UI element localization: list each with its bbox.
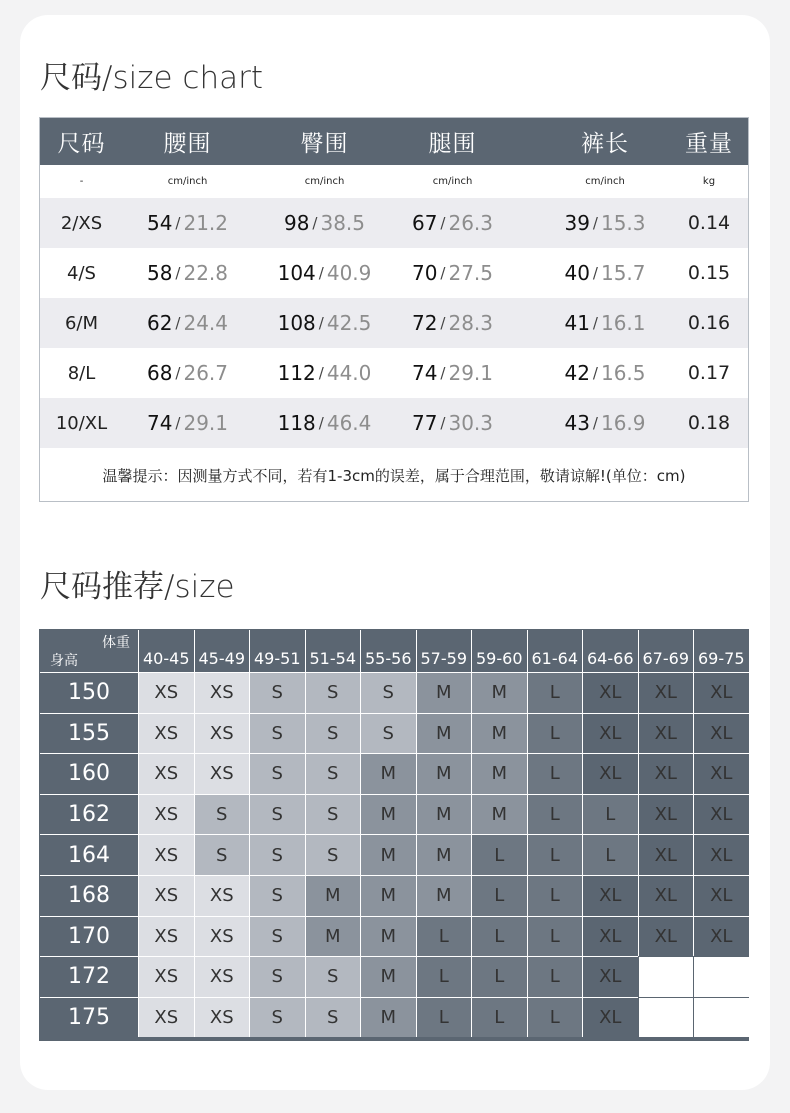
value-separator: / [318,364,324,382]
value-separator: / [318,414,324,432]
hip-value [277,398,372,448]
hip-inch: 40.9 [326,261,372,285]
size-cell: XL [582,672,638,713]
size-cell: S [194,794,250,835]
weight-header: 59-60 [471,630,527,672]
size-cell: XL [582,753,638,794]
size-cell: S [305,713,361,754]
length-cm: 39 [564,211,590,235]
size-cell: S [249,916,305,957]
size-cell: M [416,834,472,875]
size-cell: XS [194,997,250,1038]
value-separator: / [175,264,181,282]
hip-inch: 42.5 [326,311,372,335]
unit-size: - [79,176,84,187]
hip-value [277,248,372,298]
length-cm: 40 [564,261,590,285]
value-separator: / [592,364,598,382]
hip-cm: 104 [277,261,316,285]
size-cell: L [471,875,527,916]
size-cell: M [471,794,527,835]
size-chart-table [39,117,749,502]
length-cm: 43 [564,411,590,435]
waist-inch: 26.7 [183,361,229,385]
length-value [555,398,655,448]
size-cell: L [527,956,583,997]
hip-cm: 98 [283,211,310,235]
length-value [555,248,655,298]
hip-inch: 38.5 [320,211,366,235]
weight-header: 49-51 [249,630,305,672]
unit-waist: cm/inch [167,176,208,187]
waist-value [140,198,235,248]
value-separator: / [440,364,446,382]
size-cell: XS [138,753,194,794]
size-cell: L [527,713,583,754]
value-separator: / [318,264,324,282]
size-cell: XL [582,916,638,957]
size-cell: M [416,672,472,713]
size-cell: XL [582,713,638,754]
length-inch: 16.1 [600,311,646,335]
size-cell: M [360,834,416,875]
size-row [40,248,748,298]
thigh-cm: 67 [411,211,438,235]
length-value [555,348,655,398]
size-cell: M [360,997,416,1038]
size-cell: M [471,753,527,794]
size-cell: XL [693,713,749,754]
height-header: 164 [40,834,138,875]
value-separator: / [440,214,446,232]
length-inch: 16.9 [600,411,646,435]
size-row [40,348,748,398]
size-cell: L [582,834,638,875]
thigh-inch: 30.3 [448,411,494,435]
thigh-inch: 26.3 [448,211,494,235]
grid-corner-cell [40,630,138,672]
size-cell: XL [693,916,749,957]
size-cell: S [249,875,305,916]
waist-inch: 29.1 [183,411,229,435]
size-cell: M [360,956,416,997]
size-cell: XL [693,834,749,875]
hip-inch: 44.0 [326,361,372,385]
size-cell: XL [693,753,749,794]
size-cell: XL [582,956,638,997]
size-cell: XS [138,916,194,957]
header-waist: 腰围 [163,131,212,157]
value-separator: / [175,314,181,332]
height-header: 155 [40,713,138,754]
size-label: 4/S [67,262,96,284]
size-cell: M [360,916,416,957]
value-separator: / [175,414,181,432]
height-header: 175 [40,997,138,1038]
size-cell: M [416,794,472,835]
height-axis-label: 身高 [50,653,78,669]
weight-header: 67-69 [638,630,694,672]
size-chart-title: 尺码/size chart [40,60,263,96]
size-cell: S [249,794,305,835]
waist-value [140,298,235,348]
thigh-value [405,398,500,448]
length-inch: 16.5 [600,361,646,385]
thigh-inch: 27.5 [448,261,494,285]
height-header: 172 [40,956,138,997]
size-cell: XS [138,956,194,997]
length-cm: 42 [564,361,590,385]
size-cell: XL [638,713,694,754]
size-cell: XS [138,672,194,713]
thigh-cm: 77 [411,411,438,435]
size-cell: XS [138,794,194,835]
height-header: 170 [40,916,138,957]
height-header: 160 [40,753,138,794]
height-header: 150 [40,672,138,713]
size-cell: S [249,997,305,1038]
thigh-inch: 29.1 [448,361,494,385]
waist-value [140,398,235,448]
size-cell: L [527,672,583,713]
unit-thigh: cm/inch [432,176,473,187]
size-cell: S [305,956,361,997]
thigh-cm: 74 [411,361,438,385]
hip-inch: 46.4 [326,411,372,435]
size-cell: XL [638,916,694,957]
thigh-value [405,348,500,398]
header-thigh: 腿围 [428,131,477,157]
size-cell: S [305,834,361,875]
length-value [555,198,655,248]
value-separator: / [175,214,181,232]
value-separator: / [440,414,446,432]
header-length: 裤长 [581,131,629,157]
value-separator: / [440,264,446,282]
weight-header: 61-64 [527,630,583,672]
size-cell: XS [138,713,194,754]
size-cell: S [249,672,305,713]
size-cell: XL [693,794,749,835]
size-row [40,298,748,348]
header-hip: 臀围 [300,131,349,157]
thigh-cm: 70 [411,261,438,285]
size-cell: L [527,916,583,957]
size-cell: S [249,713,305,754]
size-cell: L [416,997,472,1038]
size-label: 10/XL [55,412,108,434]
empty-cell [638,956,694,997]
size-cell: XS [194,916,250,957]
height-header: 168 [40,875,138,916]
header-weight: 重量 [685,131,733,157]
unit-weight: kg [702,176,716,187]
size-cell: S [305,753,361,794]
waist-cm: 62 [146,311,173,335]
hip-cm: 108 [277,311,316,335]
size-chart-header-row [40,118,748,165]
value-separator: / [592,264,598,282]
value-separator: / [592,414,598,432]
waist-inch: 22.8 [183,261,229,285]
size-cell: L [471,997,527,1038]
weight-header: 51-54 [305,630,361,672]
size-cell: M [305,875,361,916]
size-cell: XS [194,753,250,794]
hip-value [277,348,372,398]
waist-cm: 54 [146,211,173,235]
size-cell: XL [638,794,694,835]
length-inch: 15.7 [600,261,646,285]
value-separator: / [312,214,318,232]
unit-length: cm/inch [585,176,625,187]
hip-value [277,198,372,248]
size-cell: L [527,794,583,835]
size-cell: XL [638,834,694,875]
size-cell: M [471,672,527,713]
weight-header: 69-75 [693,630,749,672]
size-cell: S [249,753,305,794]
size-cell: XL [693,875,749,916]
size-cell: S [305,672,361,713]
size-cell: M [360,875,416,916]
value-separator: / [592,214,598,232]
weight-value: 0.15 [687,262,731,284]
size-cell: S [194,834,250,875]
length-value [555,298,655,348]
unit-hip: cm/inch [304,176,345,187]
waist-inch: 21.2 [183,211,229,235]
thigh-inch: 28.3 [448,311,494,335]
value-separator: / [175,364,181,382]
size-label: 2/XS [60,212,103,234]
empty-cell [693,956,749,997]
size-cell: L [527,834,583,875]
size-cell: S [360,713,416,754]
size-cell: M [416,875,472,916]
weight-header: 55-56 [360,630,416,672]
length-cm: 41 [564,311,590,335]
measurement-note: 温馨提示：因测量方式不同，若有1-3cm的误差，属于合理范围，敬请谅解!(单位：cm) [102,466,686,485]
size-cell: XS [194,672,250,713]
size-cell: L [527,753,583,794]
size-cell: L [582,794,638,835]
size-cell: L [471,834,527,875]
size-cell: M [305,916,361,957]
size-cell: XS [138,875,194,916]
value-separator: / [318,314,324,332]
size-cell: XL [638,875,694,916]
thigh-value [405,198,500,248]
weight-header: 57-59 [416,630,472,672]
size-cell: S [360,672,416,713]
size-cell: M [360,794,416,835]
size-label: 6/M [64,312,99,334]
size-recommend-grid [39,629,749,1041]
size-cell: XS [138,834,194,875]
waist-cm: 58 [146,261,173,285]
empty-cell [638,997,694,1038]
size-cell: S [249,834,305,875]
size-cell: XS [194,956,250,997]
length-inch: 15.3 [600,211,646,235]
weight-value: 0.18 [687,412,731,434]
size-label: 8/L [67,362,96,384]
size-cell: S [305,997,361,1038]
size-cell: S [249,956,305,997]
weight-header: 45-49 [194,630,250,672]
size-cell: XL [638,753,694,794]
waist-cm: 74 [146,411,173,435]
waist-cm: 68 [146,361,173,385]
size-chart-unit-row [40,165,748,198]
height-header: 162 [40,794,138,835]
size-cell: L [527,875,583,916]
size-cell: M [416,753,472,794]
hip-cm: 112 [277,361,316,385]
size-cell: L [471,956,527,997]
value-separator: / [592,314,598,332]
size-cell: XL [638,672,694,713]
weight-header: 64-66 [582,630,638,672]
value-separator: / [440,314,446,332]
size-row [40,398,748,448]
size-cell: XS [194,713,250,754]
size-cell: M [360,753,416,794]
size-cell: S [305,794,361,835]
size-cell: M [471,713,527,754]
waist-value [140,248,235,298]
size-cell: XL [582,875,638,916]
size-cell: XS [138,997,194,1038]
size-cell: L [527,997,583,1038]
weight-axis-label: 体重 [102,635,130,651]
weight-value: 0.16 [687,312,731,334]
size-row [40,198,748,248]
size-cell: L [416,956,472,997]
size-cell: L [416,916,472,957]
size-cell: XL [693,672,749,713]
empty-cell [693,997,749,1038]
hip-cm: 118 [277,411,316,435]
size-cell: XS [194,875,250,916]
waist-inch: 24.4 [183,311,229,335]
thigh-value [405,298,500,348]
size-recommend-title: 尺码推荐/size [40,569,235,605]
size-cell: XL [582,997,638,1038]
thigh-value [405,248,500,298]
weight-header: 40-45 [138,630,194,672]
size-cell: M [416,713,472,754]
weight-value: 0.17 [687,362,731,384]
waist-value [140,348,235,398]
size-cell: L [471,916,527,957]
weight-value: 0.14 [687,212,731,234]
header-size: 尺码 [57,131,106,157]
thigh-cm: 72 [411,311,438,335]
hip-value [277,298,372,348]
